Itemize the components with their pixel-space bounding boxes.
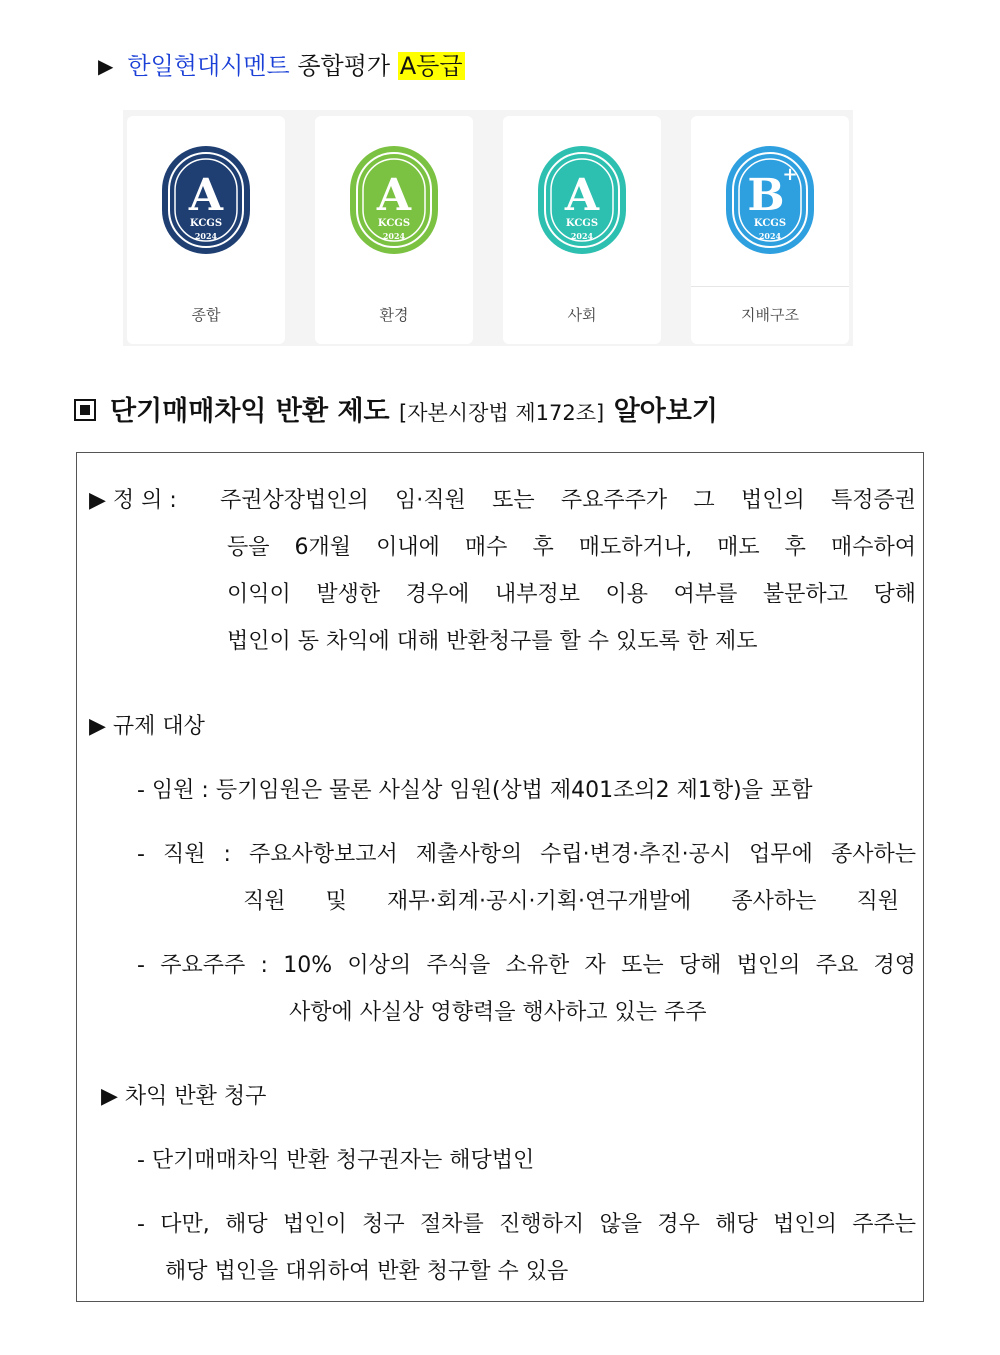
definition-line: 이익이 발생한 경우에 내부정보 이용 여부를 불문하고 당해 [227,582,916,607]
target-employee: - 직원 : 주요사항보고서 제출사항의 수립·변경·추진·공시 업무에 종사하는 [137,842,916,867]
definition-line: 법인이 동 차익에 대해 반환청구를 할 수 있도록 한 제도 [227,629,758,654]
section-title [74,392,718,433]
square-bullet-icon [74,399,96,421]
claim-heading: ▶ 차익 반환 청구 [101,1084,267,1109]
svg-text:KCGS: KCGS [753,218,787,229]
rating-type: 종합평가 [297,52,391,80]
svg-text:KCGS: KCGS [377,218,411,229]
section-law-reference: [자본시장법 제172조] [399,401,605,425]
svg-text:KCGS: KCGS [565,218,599,229]
badge-label-overall: 종합 [191,306,221,324]
rating-grade: A등급 [399,52,463,80]
definition-line: 등을 6개월 이내에 매수 후 매도하거나, 매도 후 매수하여 [227,535,916,560]
svg-text:+: + [782,164,798,185]
badge-label-environmental: 환경 [379,306,409,324]
governance-grade-badge-icon [724,144,816,256]
badge-label-social: 사회 [567,306,597,324]
overall-grade-badge-icon [160,144,252,256]
claim-item: - 단기매매차익 반환 청구권자는 해당법인 [137,1148,535,1173]
info-box [76,452,924,1302]
environmental-grade-badge-icon [348,144,440,256]
svg-text:A: A [376,170,412,221]
badge-card-divider [691,286,849,287]
section-title-suffix: 알아보기 [613,396,718,427]
section-title-text: 단기매매차익 반환 제도 [110,396,390,427]
social-grade-badge-icon [536,144,628,256]
svg-text:2024: 2024 [382,231,406,241]
svg-text:KCGS: KCGS [189,218,223,229]
badge-card-environmental [315,116,473,344]
rating-headline [98,48,465,84]
claim-item-cont: 해당 법인을 대위하여 반환 청구할 수 있음 [165,1259,569,1284]
svg-text:A: A [564,170,600,221]
svg-text:2024: 2024 [758,231,782,241]
svg-text:B: B [747,170,785,221]
company-name: 한일현대시멘트 [127,52,290,80]
target-shareholder: - 주요주주 : 10% 이상의 주식을 소유한 자 또는 당해 법인의 주요 경영 [137,953,916,978]
targets-heading: ▶ 규제 대상 [89,714,205,739]
esg-badge-panel [123,110,853,346]
target-shareholder-cont: 사항에 사실상 영향력을 행사하고 있는 주주 [289,1000,707,1025]
claim-item: - 다만, 해당 법인이 청구 절차를 진행하지 않을 경우 해당 법인의 주주는 [137,1212,916,1237]
definition-heading: ▶ 정 의 : [89,488,177,513]
badge-label-governance: 지배구조 [741,306,799,324]
triangle-bullet-icon: ▶ [98,54,114,78]
target-executive: - 임원 : 등기임원은 물론 사실상 임원(상법 제401조의2 제1항)을 포함 [137,778,813,803]
badge-card-overall [127,116,285,344]
badge-card-social [503,116,661,344]
definition-line: 주권상장법인의 임·직원 또는 주요주주가 그 법인의 특정증권 [220,488,916,513]
target-employee-cont: 직원 및 재무·회계·공시·기획·연구개발에 종사하는 직원 [243,889,899,914]
badge-card-governance [691,116,849,344]
svg-text:2024: 2024 [570,231,594,241]
svg-text:2024: 2024 [194,231,218,241]
svg-text:A: A [188,170,224,221]
